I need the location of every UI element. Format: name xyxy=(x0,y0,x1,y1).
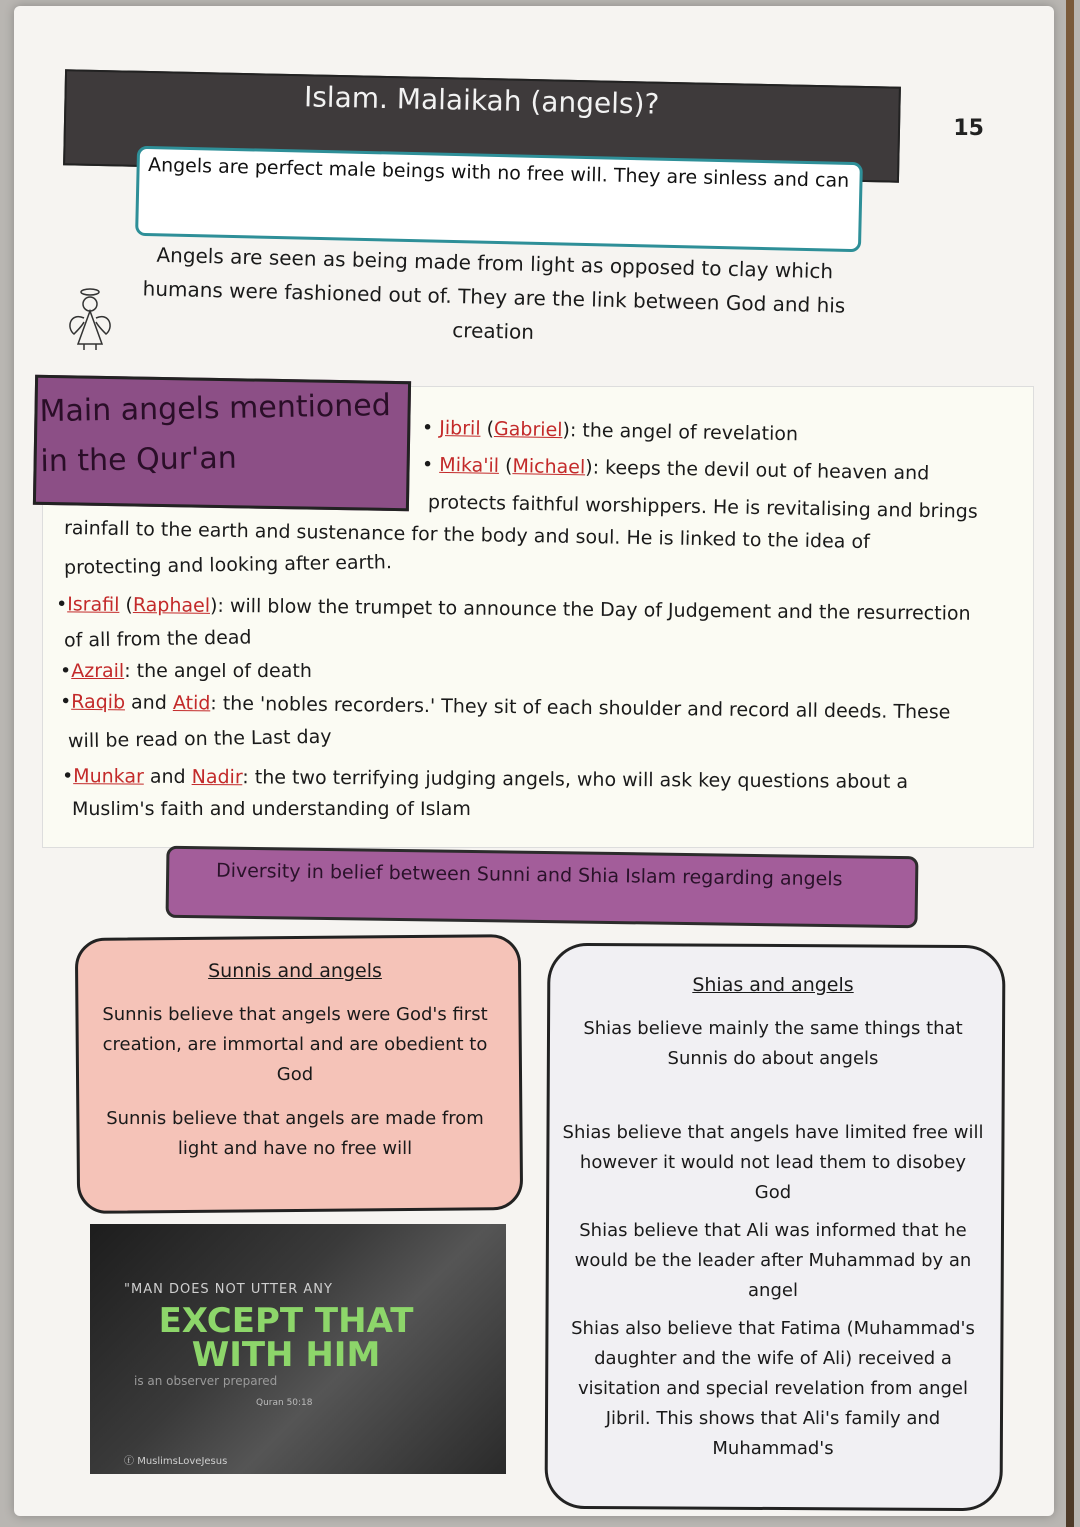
quote-footer xyxy=(124,1452,227,1467)
quote-line: WITH HIM xyxy=(191,1335,381,1375)
notebook-page xyxy=(14,6,1054,1516)
list-item-israfil: •Israfil (Raphael): will blow the trumpet to announce the Day of Judgement and the resurrection xyxy=(55,593,971,625)
list-item-mikail: • Mika'il (Michael): keeps the devil out of heaven and xyxy=(421,453,930,485)
angel-desc: : will blow the trumpet to announce the Day of Judgement and the resurrection xyxy=(217,594,971,625)
shia-heading: Shias and angels xyxy=(692,974,854,996)
quote-image xyxy=(90,1224,506,1474)
angel-desc: : the angel of revelation xyxy=(569,419,799,446)
list-item-text: protecting and looking after earth. xyxy=(63,551,393,579)
quote-footer-text: MuslimsLoveJesus xyxy=(137,1456,228,1467)
page-title: Islam. Malaikah (angels)? xyxy=(303,80,660,121)
list-item-text: Muslim's faith and understanding of Islam xyxy=(72,798,471,820)
main-angels-heading xyxy=(39,381,401,487)
shia-paragraph: Shias believe mainly the same things that Sunnis do about angels xyxy=(583,1018,963,1069)
angel-icon xyxy=(62,284,118,354)
list-item-raqib-atid: •Raqib and Atid: the 'nobles recorders.' They sit of each shoulder and record all deeds. These xyxy=(59,690,951,724)
diversity-heading: Diversity in belief between Sunni and Shia Islam regarding angels xyxy=(215,859,843,891)
angel-desc: : the two terrifying judging angels, who will ask key questions about a xyxy=(242,766,909,793)
shia-content xyxy=(560,970,986,1464)
quote-big-text xyxy=(126,1301,446,1375)
angel-name: Atid xyxy=(172,691,211,715)
angel-name: Raqib xyxy=(71,690,126,714)
angel-name: Azrail xyxy=(71,660,125,682)
angel-name: Israfil xyxy=(67,593,120,616)
sunni-heading: Sunnis and angels xyxy=(208,960,382,982)
facebook-icon: ⓕ xyxy=(124,1456,138,1467)
binder-edge xyxy=(1066,0,1074,1527)
list-item-jibril: • Jibril (Gabriel): the angel of revelation xyxy=(421,416,799,446)
list-item-text: protects faithful worshippers. He is revitalising and brings xyxy=(427,491,978,523)
heading-line: in the Qur'an xyxy=(40,440,237,480)
angel-name: Nadir xyxy=(191,765,243,789)
shia-paragraph: Shias believe that Ali was informed that he would be the leader after Muhammad by an angel xyxy=(574,1220,972,1301)
list-item-text: will be read on the Last day xyxy=(67,725,332,753)
sunni-paragraph: Sunnis believe that angels were God's first creation, are immortal and are obedient to God xyxy=(102,1004,488,1085)
angel-desc: : the 'nobles recorders.' They sit of each shoulder and record all deeds. These xyxy=(210,692,951,724)
intro-line: humans were fashioned out of. They are the link between God and his xyxy=(142,276,846,318)
angel-name: Jibril xyxy=(439,417,481,440)
conjunction: and xyxy=(143,765,192,788)
angel-alt-name: Michael xyxy=(512,455,586,479)
list-item-text: rainfall to the earth and sustenance for the body and soul. He is linked to the idea of xyxy=(63,516,870,554)
list-item-text: of all from the dead xyxy=(63,626,252,652)
angel-name: Mika'il xyxy=(439,453,500,477)
angel-alt-name: Raphael xyxy=(132,594,211,617)
angel-name: Munkar xyxy=(73,765,144,788)
quote-reference: Quran 50:18 xyxy=(256,1398,313,1408)
sunni-paragraph: Sunnis believe that angels are made from light and have no free will xyxy=(106,1108,484,1159)
page-number: 15 xyxy=(953,116,984,141)
sunni-content xyxy=(90,956,500,1164)
shia-paragraph: Shias also believe that Fatima (Muhammad's daughter and the wife of Ali) received a visitation and special revelation from angel Jibril. This shows that Ali's family and Muhammad's xyxy=(571,1318,975,1459)
intro-line: creation xyxy=(452,317,535,344)
quote-top-text: "MAN DOES NOT UTTER ANY xyxy=(124,1282,333,1297)
heading-line: Main angels mentioned xyxy=(39,388,392,430)
list-item-azrail: •Azrail: the angel of death xyxy=(60,660,312,682)
angel-desc: : keeps the devil out of heaven and xyxy=(592,456,930,485)
definition-text: Angels are perfect male beings with no free will. They are sinless and can xyxy=(147,154,850,192)
list-item-munkar-nadir: •Munkar and Nadir: the two terrifying judging angels, who will ask key questions about a xyxy=(61,765,909,793)
angel-desc: : the angel of death xyxy=(124,660,312,682)
quote-small-text: is an observer prepared xyxy=(134,1374,278,1388)
intro-paragraph xyxy=(123,237,865,357)
shia-paragraph: Shias believe that angels have limited free will however it would not lead them to disobey God xyxy=(562,1122,984,1203)
quote-line: EXCEPT THAT xyxy=(158,1301,414,1341)
angel-alt-name: Gabriel xyxy=(493,417,563,442)
intro-line: Angels are seen as being made from light as opposed to clay which xyxy=(156,242,834,284)
conjunction: and xyxy=(124,691,174,714)
